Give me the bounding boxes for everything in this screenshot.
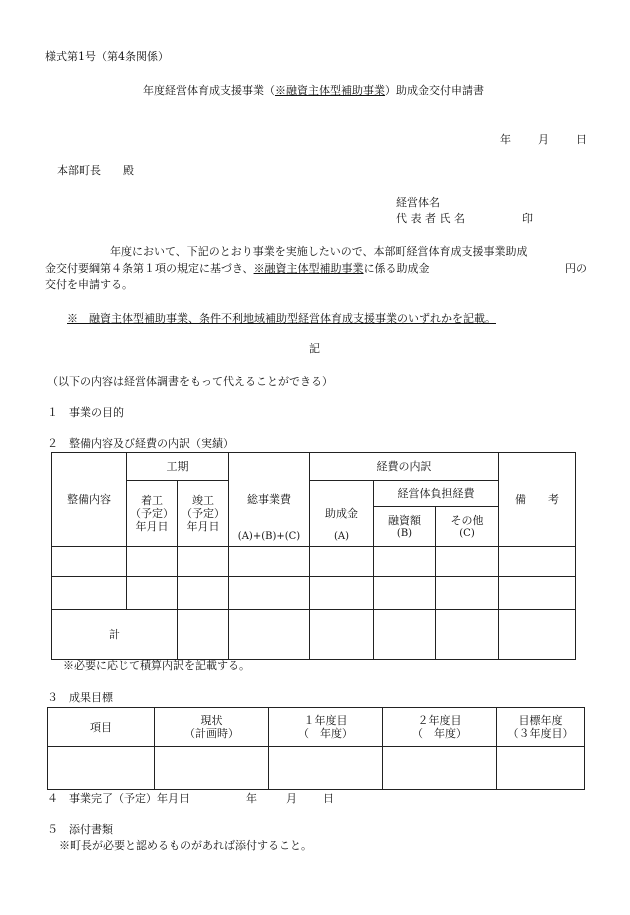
- title-prefix: 年度経営体育成支援事業（: [143, 84, 275, 97]
- table-1-note: ※必要に応じて積算内訳を記載する。: [63, 659, 250, 672]
- cell[interactable]: [52, 547, 127, 577]
- expense-table: [51, 452, 576, 660]
- header-current-line-1: 現状: [200, 714, 223, 727]
- header-year-2-line-1: ２年度目: [417, 714, 462, 727]
- cell[interactable]: [374, 610, 436, 660]
- cell[interactable]: [229, 610, 310, 660]
- header-year-2-line-2: （ 年度）: [412, 727, 467, 740]
- header-total-label: 総事業費: [247, 493, 291, 506]
- header-year-2: [383, 708, 497, 747]
- header-total-formula: (A)+(B)+(C): [237, 531, 301, 542]
- body-line-2-post: に係る助成金: [363, 262, 430, 275]
- form-number: 様式第1号（第4条関係）: [45, 50, 169, 63]
- cell[interactable]: [436, 610, 499, 660]
- cell[interactable]: [229, 577, 310, 610]
- total-label: 計: [52, 610, 178, 660]
- cell[interactable]: [499, 577, 576, 610]
- header-start-line-3: 年月日: [135, 520, 169, 533]
- cell[interactable]: [436, 547, 499, 577]
- section-4-month: 月: [286, 792, 297, 805]
- body-line-2-marked: ※融資主体型補助事業: [253, 262, 364, 275]
- title-marked: ※融資主体型補助事業: [275, 84, 385, 97]
- cell[interactable]: [178, 610, 229, 660]
- header-other-code: (C): [459, 527, 475, 539]
- table-row: [52, 577, 576, 610]
- cell[interactable]: [374, 577, 436, 610]
- header-period: 工期: [127, 453, 229, 481]
- date-year: 年: [500, 133, 511, 146]
- cell[interactable]: [269, 747, 383, 790]
- section-4-day: 日: [323, 792, 334, 805]
- addressee: 本部町長 殿: [57, 164, 134, 177]
- table-row: [52, 547, 576, 577]
- date-day: 日: [576, 133, 587, 146]
- header-year-1-line-1: １年度目: [303, 714, 348, 727]
- header-subsidy: [310, 481, 374, 547]
- body-line-1: 年度において、下記のとおり事業を実施したいので、本部町経営体育成支援事業助成: [110, 245, 528, 258]
- body-line-2: [45, 262, 430, 276]
- header-end-line-3: 年月日: [186, 520, 220, 533]
- header-target-year-line-2: （３年度目）: [507, 727, 574, 740]
- header-current-line-2: （計画時）: [184, 727, 239, 740]
- paren-note: （以下の内容は経営体調書をもって代えることができる）: [47, 375, 333, 388]
- total-row: [52, 610, 576, 660]
- cell[interactable]: [374, 547, 436, 577]
- header-target-year: [497, 708, 585, 747]
- body-yen: 円の: [565, 262, 587, 275]
- header-end-line-1: 竣工: [192, 494, 214, 507]
- cell[interactable]: [499, 610, 576, 660]
- ki-heading: 記: [309, 342, 320, 355]
- header-year-1-line-2: （ 年度）: [298, 727, 353, 740]
- header-loan-code: (B): [396, 527, 413, 539]
- section-4-year: 年: [246, 792, 257, 805]
- cell[interactable]: [178, 547, 229, 577]
- header-other: [436, 507, 499, 547]
- target-table: [47, 707, 585, 790]
- table-row: [48, 747, 585, 790]
- main-note: ※ 融資主体型補助事業、条件不利地域補助型経営体育成支援事業のいずれかを記載。: [67, 312, 496, 325]
- cell[interactable]: [52, 577, 127, 610]
- applicant-rep: 代 表 者 氏 名: [396, 212, 465, 225]
- header-subsidy-code: (A): [333, 531, 350, 542]
- cell[interactable]: [127, 577, 178, 610]
- document-title: [143, 84, 484, 98]
- body-line-3: 交付を申請する。: [45, 278, 133, 291]
- cell[interactable]: [155, 747, 269, 790]
- cell[interactable]: [310, 547, 374, 577]
- body-line-2-pre: 金交付要綱第４条第１項の規定に基づき、: [45, 262, 254, 275]
- cell[interactable]: [178, 577, 229, 610]
- cell[interactable]: [310, 577, 374, 610]
- section-3-heading: ３ 成果目標: [47, 691, 113, 704]
- cell[interactable]: [497, 747, 585, 790]
- section-1-heading: １ 事業の目的: [47, 406, 124, 419]
- date-month: 月: [538, 133, 549, 146]
- header-start: [127, 481, 178, 547]
- cell[interactable]: [499, 547, 576, 577]
- cell[interactable]: [229, 547, 310, 577]
- header-target-item: 項目: [48, 708, 155, 747]
- header-loan: [374, 507, 436, 547]
- cell[interactable]: [310, 610, 374, 660]
- cell[interactable]: [127, 547, 178, 577]
- cell[interactable]: [48, 747, 155, 790]
- header-other-label: その他: [450, 513, 484, 527]
- header-loan-label: 融資額: [388, 513, 421, 527]
- header-start-line-2: （予定）: [130, 507, 174, 520]
- applicant-seal: 印: [522, 212, 533, 225]
- applicant-org: 経営体名: [396, 196, 440, 209]
- header-end-line-2: （予定）: [181, 507, 225, 520]
- section-5-heading: ５ 添付書類: [47, 823, 113, 836]
- header-breakdown: 経費の内訳: [310, 453, 499, 481]
- header-burden: 経営体負担経費: [374, 481, 499, 507]
- header-remarks: 備 考: [499, 453, 576, 547]
- header-target-year-line-1: 目標年度: [518, 714, 563, 727]
- title-suffix: ）助成金交付申請書: [385, 84, 484, 97]
- section-5-note: ※町長が必要と認めるものがあれば添付すること。: [59, 839, 312, 852]
- header-subsidy-label: 助成金: [325, 507, 358, 520]
- header-current: [155, 708, 269, 747]
- section-4-heading: ４ 事業完了（予定）年月日: [47, 792, 190, 805]
- header-item: 整備内容: [52, 453, 127, 547]
- header-end: [178, 481, 229, 547]
- header-year-1: [269, 708, 383, 747]
- cell[interactable]: [383, 747, 497, 790]
- header-start-line-1: 着工: [141, 494, 163, 507]
- cell[interactable]: [436, 577, 499, 610]
- section-2-heading: ２ 整備内容及び経費の内訳（実績）: [47, 437, 234, 450]
- header-total: [229, 453, 310, 547]
